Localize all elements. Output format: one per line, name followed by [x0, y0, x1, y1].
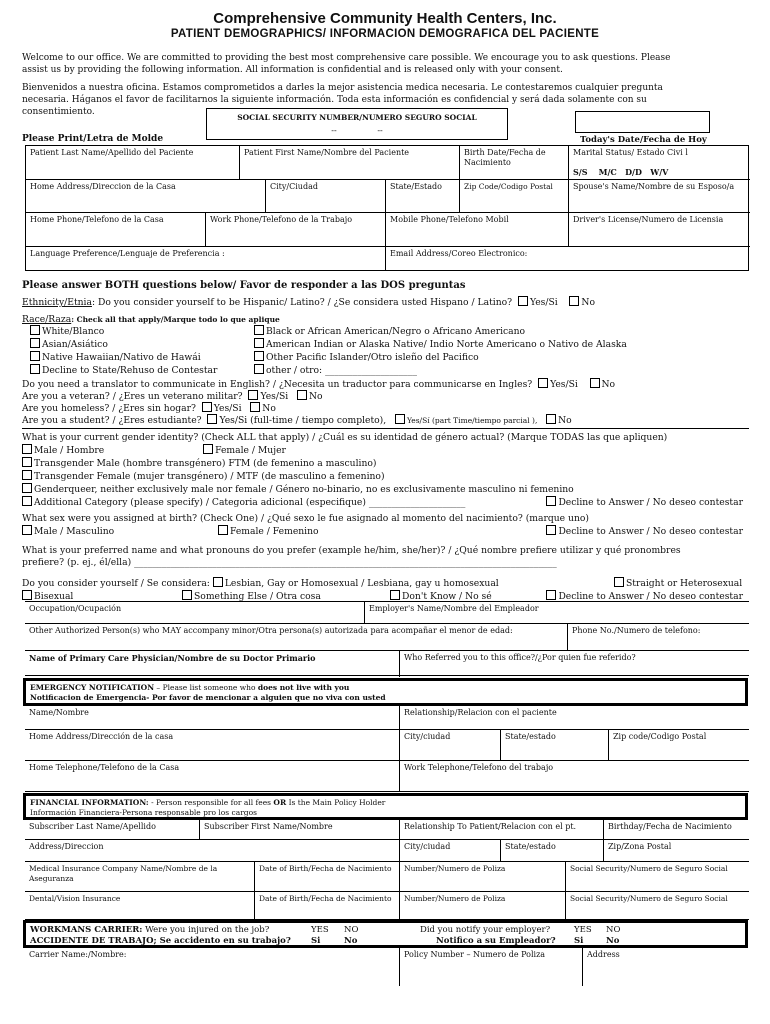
emergency-notification-header: EMERGENCY NOTIFICATION – Please list someone who does not live with you Notificacion de Emergencia- Por favor de mencionar a alguien que no viva con usted [23, 678, 748, 706]
subscriber-zip-field[interactable]: Zip/Zona Postal [604, 840, 749, 862]
medical-dob-field[interactable]: Date of Birth/Fecha de Nacimiento [255, 862, 400, 892]
emergency-city-field[interactable]: City/ciudad [400, 730, 501, 761]
carrier-address-field[interactable]: Address [587, 950, 620, 959]
race-decline-checkbox[interactable] [30, 364, 40, 374]
translator-yes-checkbox[interactable] [538, 378, 548, 388]
orientation-question: Do you consider yourself / Se considera: Lesbian, Gay or Homosexual / Lesbiana, gay u homosexual Straight or Heterosexual Bisexual Something Else / Otra cosa Don't Know / No sé Decline to Answer / No deseo contestar [22, 578, 743, 602]
subscriber-first-name-field[interactable]: Subscriber First Name/Nombre [200, 820, 400, 840]
gender-female-checkbox[interactable] [203, 444, 213, 454]
ethnicity-no-checkbox[interactable] [569, 296, 579, 306]
subscriber-address-field[interactable]: Address/Direccion [25, 840, 400, 862]
both-questions-heading: Please answer BOTH questions below/ Favor de responder a las DOS preguntas [22, 280, 466, 291]
dental-ssn-field[interactable]: Social Security/Numero de Seguro Social [570, 894, 728, 903]
carrier-policy-field[interactable]: Policy Number – Numero de Poliza [400, 948, 583, 986]
student-fulltime-checkbox[interactable] [207, 414, 217, 424]
ethnicity-question: Ethnicity/Etnia: Do you consider yourself to be Hispanic/ Latino? / ¿Se considera usted Hispano / Latino? Yes/Si No [22, 297, 595, 308]
veteran-yes-checkbox[interactable] [248, 390, 258, 400]
student-no-checkbox[interactable] [546, 414, 556, 424]
injured-yes-option[interactable]: YES [311, 925, 329, 935]
gender-genderqueer-checkbox[interactable] [22, 483, 32, 493]
veteran-no-checkbox[interactable] [297, 390, 307, 400]
medical-policy-field[interactable]: Number/Numero de Poliza [400, 862, 566, 892]
financial-grid [25, 820, 749, 920]
race-question: Race/Raza: Check all that apply/Marque todo lo que aplique [22, 314, 280, 325]
homeless-yes-checkbox[interactable] [202, 402, 212, 412]
intro-spanish: Bienvenidos a nuestra oficina. Estamos comprometidos a darles la mejor asistencia medica necesaria. Le contestaremos cualquier pregunta necesaria. Háganos el favor de facilitarnos la siguiente información. Toda esta información es confidencial y será dada solamente con su consentimiento. [22, 83, 663, 117]
gender-decline-checkbox[interactable] [546, 496, 556, 506]
work-phone-field[interactable]: Work Phone/Telefono de la Trabajo [206, 213, 386, 247]
dental-policy-field[interactable]: Number/Numero de Poliza [400, 892, 566, 920]
orientation-bisexual-checkbox[interactable] [22, 590, 32, 600]
subscriber-relationship-field[interactable]: Relationship To Patient/Relacion con el pt. [400, 820, 604, 840]
notified-yes-option[interactable]: YES [574, 925, 592, 935]
notifico-no-option[interactable]: No [606, 936, 620, 946]
city-field[interactable]: City/Ciudad [266, 180, 386, 213]
birth-sex-male-checkbox[interactable] [22, 525, 32, 535]
page-subtitle: PATIENT DEMOGRAPHICS/ INFORMACION DEMOGRAFICA DEL PACIENTE [170, 28, 600, 40]
employment-grid [25, 601, 749, 676]
dental-dob-field[interactable]: Date of Birth/Fecha de Nacimiento [255, 892, 400, 920]
race-black-checkbox[interactable] [254, 325, 264, 335]
race-pacific-checkbox[interactable] [254, 351, 264, 361]
gender-male-checkbox[interactable] [22, 444, 32, 454]
birth-sex-female-checkbox[interactable] [218, 525, 228, 535]
student-parttime-checkbox[interactable] [395, 414, 405, 424]
financial-info-header: FINANCIAL INFORMATION: - Person responsible for all fees OR Is the Main Policy Holder Información Financiera-Persona responsable pro los cargos [23, 793, 748, 820]
gender-trans-male-checkbox[interactable] [22, 457, 32, 467]
authorized-persons-field[interactable]: Other Authorized Person(s) who MAY accompany minor/Otra persona(s) autorizada para acompañar el menor de edad: [25, 624, 568, 651]
emergency-grid [25, 706, 749, 792]
todays-date-label: Today's Date/Fecha de Hoy [580, 135, 707, 145]
accidente-no-option[interactable]: No [344, 936, 358, 946]
marital-status-field[interactable]: Marital Status/ Estado Civi l S/S M/C D/D W/V [569, 146, 750, 180]
emergency-relationship-field[interactable]: Relationship/Relacion con el paciente [400, 706, 749, 730]
emergency-home-phone-field[interactable]: Home Telephone/Telefono de la Casa [25, 761, 400, 792]
notifico-si-option[interactable]: Si [574, 936, 584, 946]
race-white-checkbox[interactable] [30, 325, 40, 335]
emergency-name-field[interactable]: Name/Nombre [25, 706, 400, 730]
medical-insurance-field[interactable]: Medical Insurance Company Name/Nombre de la Aseguranza [25, 862, 255, 892]
drivers-license-field[interactable]: Driver's License/Numero de Licensia [569, 213, 750, 247]
homeless-no-checkbox[interactable] [250, 402, 260, 412]
zip-code-field[interactable]: Zip Code/Codigo Postal [460, 180, 569, 213]
pronouns-question[interactable]: What is your preferred name and what pronouns do you prefer (example he/him, she/her)? / ¿Qué nombre prefiere utilizar y qué pronombres prefiere? (p. ej., él/ella) ____________________________________________________________________________________________ [22, 545, 681, 568]
patient-info-grid [25, 145, 749, 271]
race-american-indian-checkbox[interactable] [254, 338, 264, 348]
carrier-grid [25, 948, 749, 986]
page-title: Comprehensive Community Health Centers, Inc. [213, 10, 557, 27]
patient-first-name-field[interactable]: Patient First Name/Nombre del Paciente [240, 146, 460, 180]
veteran-question: Are you a veteran? / ¿Eres un veterano militar? Yes/Si No [22, 391, 323, 402]
orientation-decline-checkbox[interactable] [546, 590, 556, 600]
home-address-field[interactable]: Home Address/Direccion de la Casa [26, 180, 266, 213]
occupation-field[interactable]: Occupation/Ocupación [25, 602, 365, 624]
email-field[interactable]: Email Address/Coreo Electronico: [390, 249, 528, 258]
homeless-question: Are you homeless? / ¿Eres sin hogar? Yes/Si No [22, 403, 276, 414]
patient-last-name-field[interactable]: Patient Last Name/Apellido del Paciente [26, 146, 240, 180]
race-hawaiian-checkbox[interactable] [30, 351, 40, 361]
race-options-left: White/Blanco Asian/Asiático Native Hawaiian/Nativo de Hawái Decline to State/Rehuso de Contestar [30, 325, 260, 377]
emergency-state-field[interactable]: State/estado [501, 730, 609, 761]
birth-sex-question: What sex were you assigned at birth? (Check One) / ¿Qué sexo le fue asignado al momento del nacimiento? (marque uno) Male / Masculino Female / Femenino Decline to Answer / No deseo contestar [22, 513, 743, 537]
orientation-lesbian-checkbox[interactable] [213, 577, 223, 587]
student-question: Are you a student? / ¿Eres estudiante? Yes/Si (full-time / tiempo completo), Yes/Sí (part Time/tiempo parcial ), No [22, 415, 572, 426]
orientation-other-checkbox[interactable] [182, 590, 192, 600]
ethnicity-yes-checkbox[interactable] [518, 296, 528, 306]
carrier-name-field[interactable]: Carrier Name:/Nombre: [25, 948, 400, 986]
please-print-label: Please Print/Letra de Molde [22, 134, 164, 144]
employer-name-field[interactable]: Employer's Name/Nombre del Empleador [365, 602, 749, 624]
todays-date-field[interactable] [575, 111, 710, 133]
authorized-phone-field[interactable]: Phone No./Numero de telefono: [568, 624, 749, 651]
orientation-straight-checkbox[interactable] [614, 577, 624, 587]
medical-ssn-field[interactable]: Social Security/Numero de Seguro Social [566, 862, 749, 892]
intro-english: Welcome to our office. We are committed to providing the best most comprehensive care possible. We encourage you to ask questions. Please assist us by providing the following information. All information is confidential and is released only with your consent. [22, 53, 671, 75]
state-field[interactable]: State/Estado [386, 180, 460, 213]
mobile-phone-field[interactable]: Mobile Phone/Telefono Mobil [386, 213, 569, 247]
emergency-zip-field[interactable]: Zip code/Codigo Postal [609, 730, 749, 761]
race-options-right: Black or African American/Negro o Africano Americano American Indian or Alaska Native/ Indio Norte Americano o Nativo de Alaska Other Pacific Islander/Otro isleño del Pacifico other / otro: ____________________ [254, 325, 748, 377]
birth-date-field[interactable]: Birth Date/Fecha de Nacimiento [460, 146, 569, 180]
notified-no-option[interactable]: NO [606, 925, 621, 935]
accidente-si-option[interactable]: Si [311, 936, 321, 946]
subscriber-city-field[interactable]: City/ciudad [400, 840, 501, 862]
gender-trans-female-checkbox[interactable] [22, 470, 32, 480]
referred-by-field[interactable]: Who Referred you to this office?/¿Por quien fue referido? [404, 653, 636, 662]
translator-question: Do you need a translator to communicate in English? / ¿Necesita un traductor para communicarse en Ingles? Yes/Si No [22, 379, 616, 390]
orientation-dont-know-checkbox[interactable] [390, 590, 400, 600]
ssn-field[interactable]: SOCIAL SECURITY NUMBER/NUMERO SEGURO SOCIAL -- -- [206, 108, 508, 140]
gender-additional-checkbox[interactable] [22, 496, 32, 506]
race-asian-checkbox[interactable] [30, 338, 40, 348]
dental-insurance-field[interactable]: Dental/Vision Insurance [25, 892, 255, 920]
translator-no-checkbox[interactable] [590, 378, 600, 388]
emergency-work-phone-field[interactable]: Work Telephone/Telefono del trabajo [404, 763, 554, 772]
home-phone-field[interactable]: Home Phone/Telefono de la Casa [26, 213, 206, 247]
gender-identity-question: What is your current gender identity? (Check ALL that apply) / ¿Cuál es su identidad de género actual? (Marque TODAS las que apliquen) Male / Hombre Female / Mujer Transgender Male (hombre transgénero) FTM (de femenino a masculino) Transgender Female (mujer transgénero) / MTF (de masculino a femenino) Genderqueer, neither exclusively male nor female / Género no-binario, no es exclusivamente masculino ni femenino Additional Category (please specify) / Categoria adicional (especifique) _____________________ Decline to Answer / No deseo contestar [22, 432, 743, 508]
emergency-address-field[interactable]: Home Address/Dirección de la casa [25, 730, 400, 761]
subscriber-last-name-field[interactable]: Subscriber Last Name/Apellido [25, 820, 200, 840]
workmans-carrier-header: WORKMANS CARRIER: Were you injured on the job? YES NO Did you notify your employer? YES NO ACCIDENTE DE TRABAJO; Se accidento en su trabajo? Si No Notifico a su Empleador? Si No [23, 920, 748, 948]
primary-physician-field[interactable]: Name of Primary Care Physician/Nombre de su Doctor Primario [25, 651, 400, 677]
language-preference-field[interactable]: Language Preference/Lenguaje de Preferencia : [26, 247, 386, 270]
spouse-name-field[interactable]: Spouse's Name/Nombre de su Esposo/a [569, 180, 750, 213]
subscriber-state-field[interactable]: State/estado [501, 840, 604, 862]
race-other-checkbox[interactable] [254, 364, 264, 374]
injured-no-option[interactable]: NO [344, 925, 359, 935]
birth-sex-decline-checkbox[interactable] [546, 525, 556, 535]
subscriber-birthday-field[interactable]: Birthday/Fecha de Nacimiento [604, 820, 749, 840]
divider [22, 428, 749, 429]
